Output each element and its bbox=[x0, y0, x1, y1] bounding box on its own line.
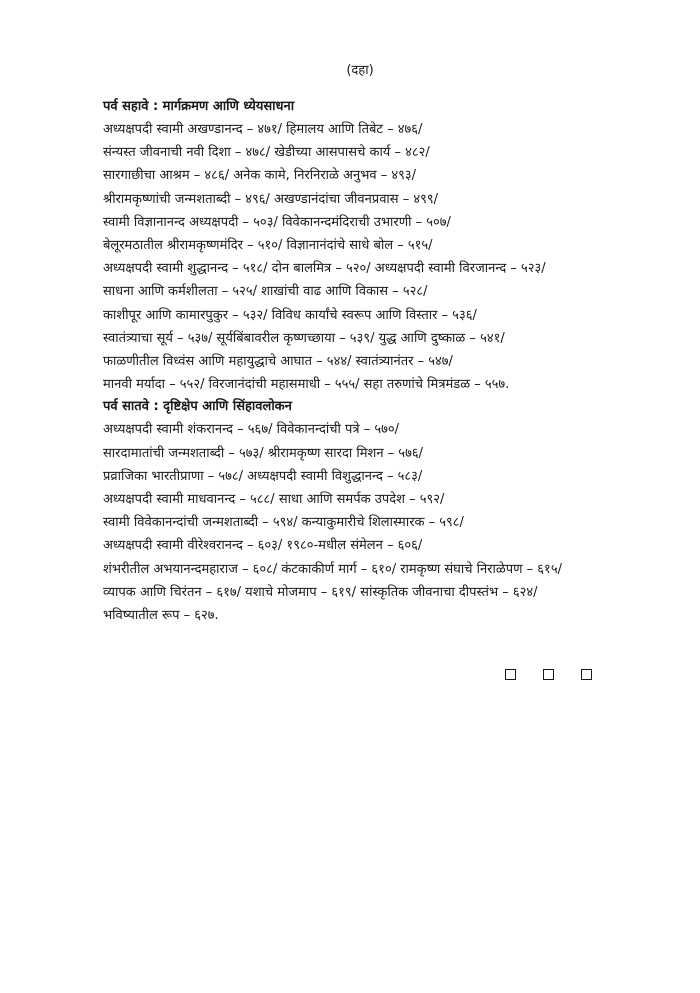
toc-line: अध्यक्षपदी स्वामी अखण्डानन्द – ४७१/ हिमालय आणि तिबेट – ४७६/ bbox=[103, 122, 423, 137]
toc-line: मानवी मर्यादा – ५५२/ विरजानंदांची महासमाधी – ५५५/ सहा तरुणांचे मित्रमंडळ – ५५७. bbox=[103, 377, 510, 393]
toc-line: स्वामी विज्ञानानन्द अध्यक्षपदी – ५०३/ विवेकानन्दमंदिराची उभारणी – ५०७/ bbox=[103, 214, 451, 230]
section-heading: पर्व सहावे : मार्गक्रमण आणि ध्येयसाधना bbox=[103, 99, 295, 114]
toc-line: फाळणीतील विध्वंस आणि महायुद्धाचे आघात – ५४४/ स्वातंत्र्यानंतर – ५४७/ bbox=[103, 354, 453, 370]
toc-line: साधना आणि कर्मशीलता – ५२५/ शाखांची वाढ आणि विकास – ५२८/ bbox=[103, 284, 428, 300]
toc-line: अध्यक्षपदी स्वामी वीरेश्वरानन्द – ६०३/ १९८०-मधील संमेलन – ६०६/ bbox=[103, 538, 423, 554]
toc-line: काशीपूर आणि कामारपुकुर – ५३२/ विविध कार्यांचे स्वरूप आणि विस्तार – ५३६/ bbox=[103, 307, 477, 323]
table-of-contents bbox=[103, 96, 663, 627]
toc-line: सारगाछीचा आश्रम – ४८६/ अनेक कामे, निरनिराळे अनुभव – ४९३/ bbox=[103, 168, 416, 184]
section-heading: पर्व सातवे : दृष्टिक्षेप आणि सिंहावलोकन bbox=[103, 399, 292, 415]
toc-line: श्रीरामकृष्णांची जन्मशताब्दी – ४९६/ अखण्डानंदांचा जीवनप्रवास – ४९९/ bbox=[103, 191, 439, 207]
toc-line: शंभरीतील अभयानन्दमहाराज – ६०८/ कंटकाकीर्ण मार्ग – ६१०/ रामकृष्ण संघाचे निराळेपण – ६१५/ bbox=[103, 561, 562, 577]
square-mark-icon bbox=[581, 669, 592, 680]
toc-line: भविष्यातील रूप – ६२७. bbox=[103, 608, 219, 624]
toc-line: स्वामी विवेकानन्दांची जन्मशताब्दी – ५९४/ कन्याकुमारीचे शिलास्मारक – ५९८/ bbox=[103, 515, 464, 531]
toc-line: प्रव्राजिका भारतीप्राणा – ५७८/ अध्यक्षपदी स्वामी विशुद्धानन्द – ५८३/ bbox=[103, 468, 423, 484]
toc-line: व्यापक आणि चिरंतन – ६१७/ यशाचे मोजमाप – ६१९/ सांस्कृतिक जीवनाचा दीपस्तंभ – ६२४/ bbox=[103, 584, 538, 600]
toc-line: बेलूरमठातील श्रीरामकृष्णमंदिर – ५१०/ विज्ञानानंदांचे साधे बोल – ५१५/ bbox=[103, 238, 433, 254]
toc-line: स्वातंत्र्याचा सूर्य – ५३७/ सूर्यबिंबावरील कृष्णच्छाया – ५३९/ युद्ध आणि दुष्काळ – ५४१/ bbox=[103, 330, 505, 346]
end-marks bbox=[505, 669, 592, 680]
square-mark-icon bbox=[543, 669, 554, 680]
toc-line: अध्यक्षपदी स्वामी शुद्धानन्द – ५१८/ दोन बालमित्र – ५२०/ अध्यक्षपदी स्वामी विरजानन्द – ५२३/ bbox=[103, 261, 546, 277]
page-number: (दहा) bbox=[346, 63, 374, 78]
square-mark-icon bbox=[505, 669, 516, 680]
toc-line: सारदामातांची जन्मशताब्दी – ५७३/ श्रीरामकृष्ण सारदा मिशन – ५७६/ bbox=[103, 445, 423, 461]
section-7 bbox=[103, 396, 663, 627]
section-6 bbox=[103, 96, 663, 396]
toc-line: अध्यक्षपदी स्वामी शंकरानन्द – ५६७/ विवेकानन्दांची पत्रे – ५७०/ bbox=[103, 422, 400, 438]
toc-line: संन्यस्त जीवनाची नवी दिशा – ४७८/ खेडीच्या आसपासचे कार्य – ४८२/ bbox=[103, 145, 430, 161]
toc-line: अध्यक्षपदी स्वामी माधवानन्द – ५८८/ साधा आणि समर्पक उपदेश – ५९२/ bbox=[103, 492, 445, 508]
